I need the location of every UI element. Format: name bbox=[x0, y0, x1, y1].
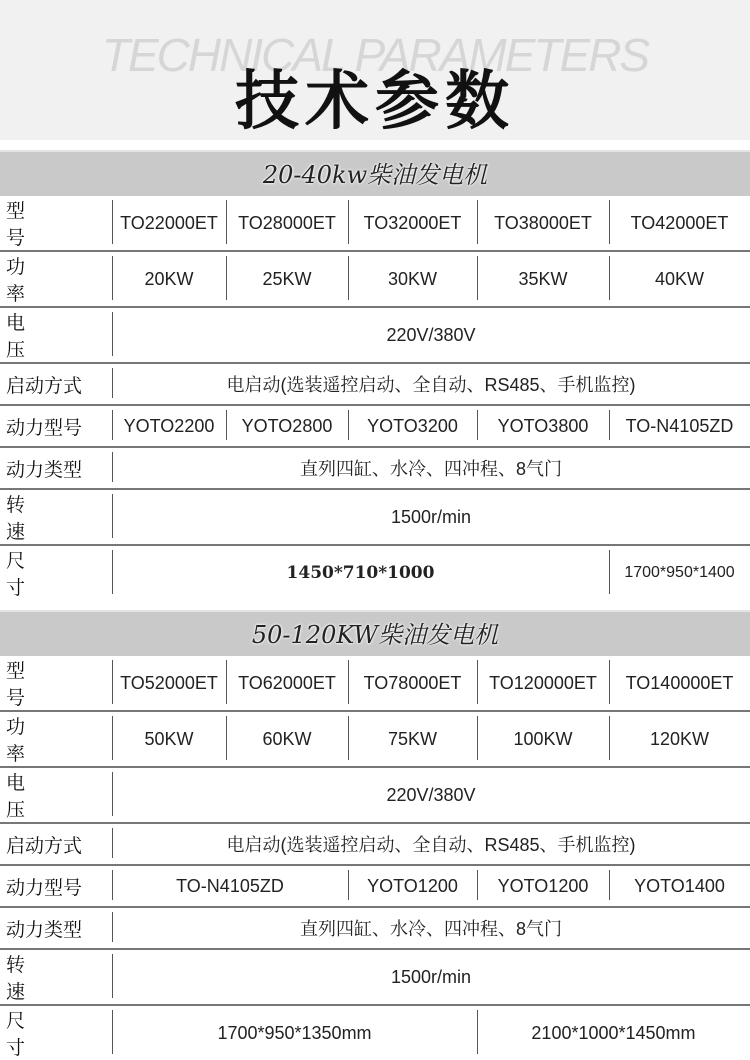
row-label: 型号 bbox=[0, 196, 112, 251]
row-label: 型号 bbox=[0, 656, 112, 711]
table-row bbox=[0, 251, 750, 307]
table-row bbox=[0, 363, 750, 405]
cell: 1700*950*1350mm bbox=[112, 1005, 477, 1060]
table-row bbox=[0, 307, 750, 363]
cell: 1500r/min bbox=[112, 949, 750, 1005]
table-row bbox=[0, 656, 750, 711]
cell: 35KW bbox=[477, 251, 609, 307]
row-label: 尺寸 bbox=[6, 550, 64, 599]
cell: 1500r/min bbox=[112, 489, 750, 545]
row-label: 电压 bbox=[0, 767, 112, 823]
cell: TO78000ET bbox=[348, 656, 477, 711]
row-label: 启动方式 bbox=[0, 363, 112, 405]
table-row bbox=[0, 865, 750, 907]
table-row bbox=[0, 545, 750, 600]
cell: TO22000ET bbox=[112, 196, 226, 251]
spec-table-20-40kw bbox=[0, 196, 750, 600]
cell: TO32000ET bbox=[348, 196, 477, 251]
row-label: 动力型号 bbox=[0, 865, 112, 907]
cell: TO-N4105ZD bbox=[112, 865, 348, 907]
cell: 电启动(选装遥控启动、全自动、RS485、手机监控) bbox=[112, 823, 750, 865]
spec-table-50-120kw bbox=[0, 656, 750, 1060]
cell: 50KW bbox=[112, 711, 226, 767]
table-row bbox=[0, 447, 750, 489]
cell: YOTO1200 bbox=[477, 865, 609, 907]
cell: 40KW bbox=[609, 251, 750, 307]
header bbox=[0, 0, 750, 140]
row-label: 动力类型 bbox=[0, 907, 112, 949]
cell: 220V/380V bbox=[112, 307, 750, 363]
cell: YOTO1200 bbox=[348, 865, 477, 907]
row-label: 转速 bbox=[0, 489, 112, 545]
table-row bbox=[0, 823, 750, 865]
table-row bbox=[0, 1005, 750, 1060]
row-label: 启动方式 bbox=[0, 823, 112, 865]
table-row bbox=[0, 489, 750, 545]
table-row bbox=[0, 711, 750, 767]
cell: 2100*1000*1450mm bbox=[477, 1005, 750, 1060]
cell: TO38000ET bbox=[477, 196, 609, 251]
cell: 1700*950*1400 bbox=[609, 545, 750, 600]
cell: YOTO1400 bbox=[609, 865, 750, 907]
cell: 25KW bbox=[226, 251, 348, 307]
cell: 30KW bbox=[348, 251, 477, 307]
cell: TO-N4105ZD bbox=[609, 405, 750, 447]
cell: 120KW bbox=[609, 711, 750, 767]
cell: YOTO3800 bbox=[477, 405, 609, 447]
cell: TO28000ET bbox=[226, 196, 348, 251]
cell: TO62000ET bbox=[226, 656, 348, 711]
row-label: 转速 bbox=[0, 949, 112, 1005]
cell: 20KW bbox=[112, 251, 226, 307]
row-label: 尺寸 bbox=[6, 1010, 64, 1059]
cell: YOTO3200 bbox=[348, 405, 477, 447]
cell: 75KW bbox=[348, 711, 477, 767]
cell: 1450*710*1000 bbox=[112, 545, 609, 600]
cell: 220V/380V bbox=[112, 767, 750, 823]
table-row bbox=[0, 767, 750, 823]
cell: TO52000ET bbox=[112, 656, 226, 711]
row-label: 动力类型 bbox=[0, 447, 112, 489]
cell: YOTO2200 bbox=[112, 405, 226, 447]
row-label: 动力型号 bbox=[0, 405, 112, 447]
title-english: TECHNICAL PARAMETERS bbox=[101, 29, 649, 81]
cell: YOTO2800 bbox=[226, 405, 348, 447]
table-row bbox=[0, 196, 750, 251]
cell: 直列四缸、水冷、四冲程、8气门 bbox=[112, 447, 750, 489]
cell: 电启动(选装遥控启动、全自动、RS485、手机监控) bbox=[112, 363, 750, 405]
table-row bbox=[0, 907, 750, 949]
section-title: 50-120KW柴油发电机 bbox=[0, 610, 750, 656]
section-title: 20-40kw柴油发电机 bbox=[0, 150, 750, 196]
cell: TO120000ET bbox=[477, 656, 609, 711]
cell: 60KW bbox=[226, 711, 348, 767]
cell: TO140000ET bbox=[609, 656, 750, 711]
title-chinese: 技术参数 bbox=[235, 65, 515, 139]
cell: TO42000ET bbox=[609, 196, 750, 251]
cell: 直列四缸、水冷、四冲程、8气门 bbox=[112, 907, 750, 949]
row-label: 功率 bbox=[0, 711, 112, 767]
table-row bbox=[0, 405, 750, 447]
row-label: 电压 bbox=[0, 307, 112, 363]
row-label: 功率 bbox=[0, 251, 112, 307]
cell: 100KW bbox=[477, 711, 609, 767]
table-row bbox=[0, 949, 750, 1005]
